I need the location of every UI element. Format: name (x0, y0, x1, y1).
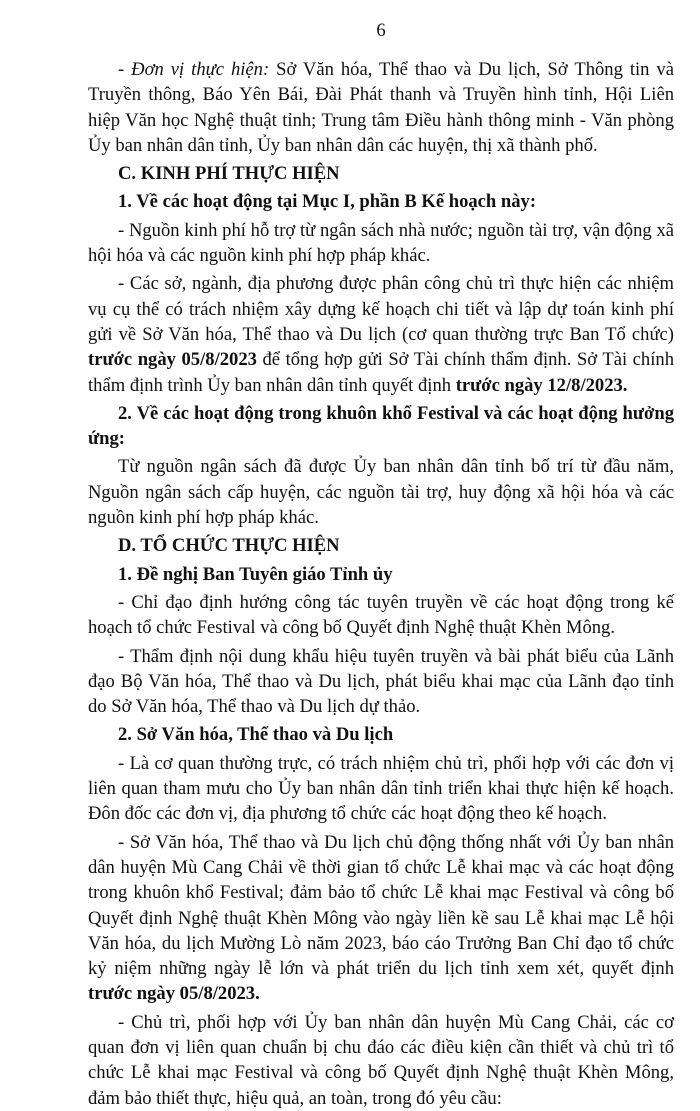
section-c-sub1-para2-c: để tổng hợp gửi Sở Tài chính thẩm định. Sở Tài chính thẩm định trình Ủy ban nhân dân tỉnh quyết định (88, 349, 674, 396)
section-c-sub1-para1: - Nguồn kinh phí hỗ trợ từ ngân sách nhà nước; nguồn tài trợ, vận động xã hội hóa và các nguồn kinh phí hợp pháp khác. (88, 219, 674, 267)
section-d-sub1-title: 1. Đề nghị Ban Tuyên giáo Tỉnh ủy (118, 563, 393, 585)
deadline-0508-decision: trước ngày 05/8/2023. (88, 983, 260, 1005)
section-d-sub1-para1: - Chỉ đạo định hướng công tác tuyên truyền về các hoạt động trong kế hoạch tổ chức Festival và công bố Quyết định Nghệ thuật Khèn Mông. (88, 591, 674, 639)
section-d-sub2-para3: - Chủ trì, phối hợp với Ủy ban nhân dân huyện Mù Cang Chải, các cơ quan đơn vị liên quan chuẩn bị chu đáo các điều kiện cần thiết và chủ trì tổ chức Lễ khai mạc Festival và công bố Quyết định Nghệ thuật Khèn Mông, đảm bảo thiết thực, hiệu quả, an toàn, trong đó yêu cầu: (88, 1011, 674, 1109)
section-c-sub1-para2 (88, 271, 674, 397)
section-c-sub2-para1: Từ nguồn ngân sách đã được Ủy ban nhân dân tỉnh bố trí từ đầu năm, Nguồn ngân sách cấp huyện, các nguồn tài trợ, huy động xã hội hóa và các nguồn kinh phí hợp pháp khác. (88, 456, 674, 529)
section-d-sub2-title: 2. Sở Văn hóa, Thể thao và Du lịch (118, 724, 394, 746)
implementing-units-paragraph (88, 57, 674, 158)
section-d-sub2-para1: - Là cơ quan thường trực, có trách nhiệm chủ trì, phối hợp với các đơn vị liên quan tham mưu cho Ủy ban nhân dân tỉnh triển khai thực hiện kế hoạch. Đôn đốc các đơn vị, địa phương tổ chức các hoạt động theo kế hoạch. (88, 752, 674, 825)
section-d-title: D. TỔ CHỨC THỰC HIỆN (118, 535, 340, 557)
section-d-sub1-para2: - Thẩm định nội dung khẩu hiệu tuyên truyền và bài phát biểu của Lãnh đạo Bộ Văn hóa, Thể thao và Du lịch, phát biểu khai mạc của Lãnh đạo tỉnh do Sở Văn hóa, Thể thao và Du lịch dự thảo. (88, 645, 674, 718)
section-d-sub2-para2 (88, 830, 674, 1007)
deadline-1208: trước ngày 12/8/2023. (455, 374, 628, 396)
document-page (88, 18, 674, 1111)
section-d-sub2-para2-a: - Sở Văn hóa, Thể thao và Du lịch chủ động thống nhất với Ủy ban nhân dân huyện Mù Cang Chải về thời gian tổ chức Lễ khai mạc và các hoạt động trong khuôn khổ Festival; đảm bảo tổ chức Lễ khai mạc Festival và công bố Quyết định Nghệ thuật Khèn Mông vào ngày liền kề sau Lễ khai mạc Lễ hội Văn hóa, du lịch Mường Lò năm 2023, báo cáo Trưởng Ban Chỉ đạo tổ chức kỷ niệm những ngày lễ lớn và phát triển du lịch tỉnh xem xét, quyết định (88, 831, 674, 980)
section-c-sub2-title: 2. Về các hoạt động trong khuôn khổ Festival và các hoạt động hưởng ứng: (88, 402, 674, 450)
implementing-units-label: - Đơn vị thực hiện: (118, 59, 270, 80)
page-number: 6 (376, 20, 386, 41)
section-c-sub1-title: 1. Về các hoạt động tại Mục I, phần B Kế hoạch này: (118, 191, 537, 213)
section-c-sub1-para2-a: - Các sở, ngành, địa phương được phân công chủ trì thực hiện các nhiệm vụ cụ thể có trách nhiệm xây dựng kế hoạch chi tiết và lập dự toán kinh phí gửi về Sở Văn hóa, Thể thao và Du lịch (cơ quan thường trực Ban Tổ chức) (88, 273, 674, 345)
deadline-0508: trước ngày 05/8/2023 (88, 349, 257, 371)
section-c-title: C. KINH PHÍ THỰC HIỆN (118, 163, 340, 185)
implementing-units-text: Sở Văn hóa, Thể thao và Du lịch, Sở Thông tin và Truyền thông, Báo Yên Bái, Đài Phát thanh và Truyền hình tỉnh, Hội Liên hiệp Văn học Nghệ thuật tỉnh; Trung tâm Điều hành thông minh - Văn phòng Ủy ban nhân dân tỉnh, Ủy ban nhân dân các huyện, thị xã thành phố. (88, 59, 674, 156)
